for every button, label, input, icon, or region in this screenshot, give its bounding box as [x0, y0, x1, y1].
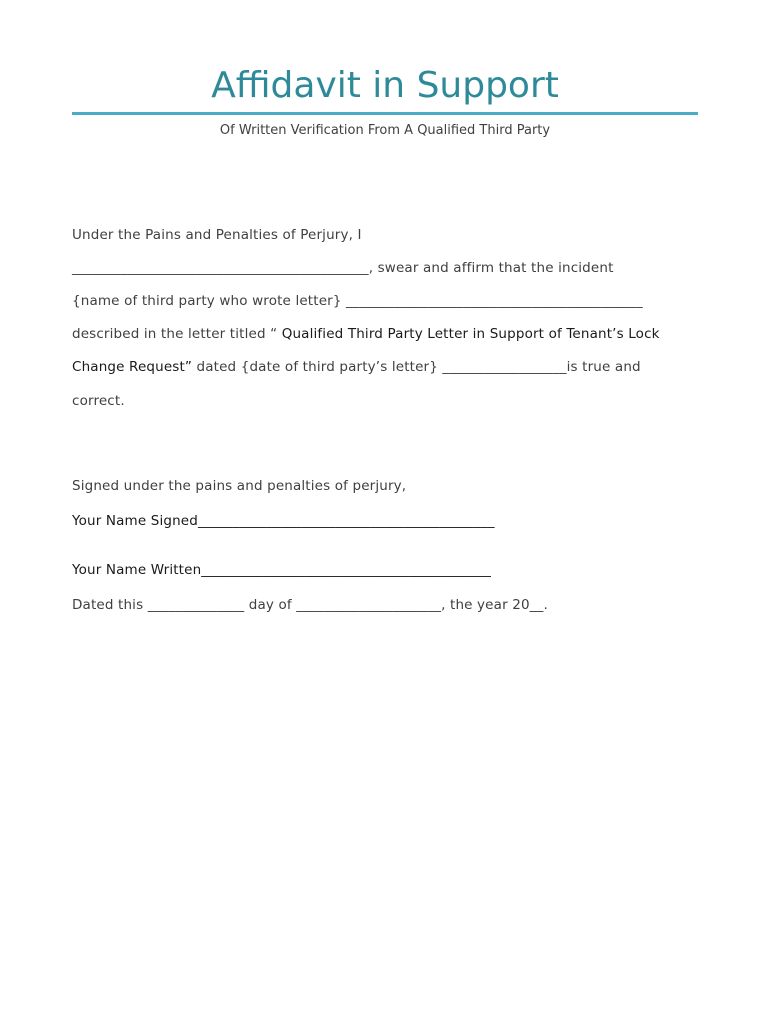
name-signed-field: Your Name Signed___________________________________________	[72, 513, 495, 529]
body-line-1: Under the Pains and Penalties of Perjury, I	[72, 227, 362, 243]
letter-title-part-2: Change Request”	[72, 359, 193, 375]
body-line-2: ___________________________________________, swear and affirm that the incident	[72, 260, 614, 276]
body-line-5	[72, 358, 641, 376]
document-subtitle: Of Written Verification From A Qualified Third Party	[219, 123, 551, 138]
letter-title-part-1: Qualified Third Party Letter in Support of Tenant’s Lock	[281, 326, 660, 342]
body-line-5-suffix: dated {date of third party’s letter} __________________is true and	[192, 359, 641, 375]
body-line-3: {name of third party who wrote letter} ___________________________________________	[72, 293, 643, 309]
body-line-6: correct.	[72, 393, 125, 409]
document-title: Affidavit in Support	[211, 65, 559, 106]
body-line-4	[72, 325, 660, 343]
signature-intro: Signed under the pains and penalties of perjury,	[72, 478, 407, 494]
body-line-4-prefix: described in the letter titled “	[72, 326, 282, 342]
name-written-field: Your Name Written__________________________________________	[72, 562, 492, 578]
title-underline	[72, 112, 698, 115]
dated-field: Dated this ______________ day of _____________________, the year 20__.	[72, 597, 548, 613]
